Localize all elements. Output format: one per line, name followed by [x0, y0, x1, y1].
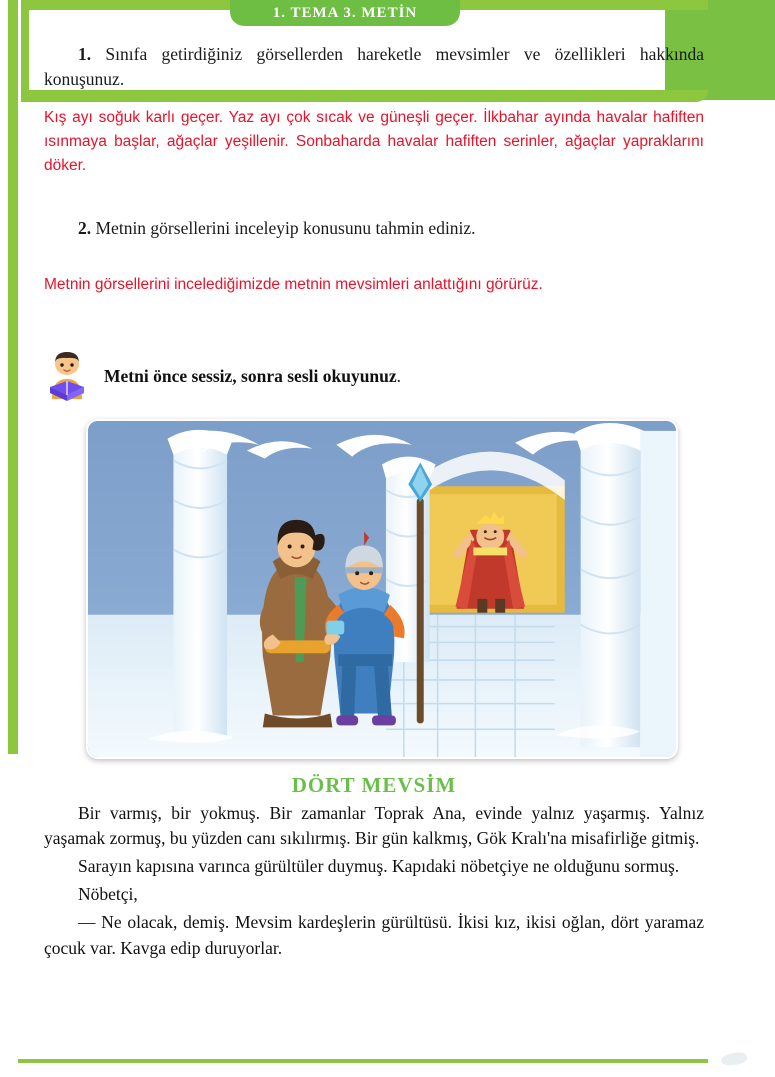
page-border-left-inner [18, 0, 21, 1077]
question-2 [44, 216, 704, 241]
story-paragraph: Sarayın kapısına varınca gürültüler duymuş. Kapıdaki nöbetçiye ne olduğunu sormuş. [78, 855, 680, 876]
story-paragraph: Bir varmış, bir yokmuş. Bir zamanlar Toprak Ana, evinde yalnız yaşarmış. Yalnız yaşamak zormuş, bu yüzden canı sıkılırmış. Bir gün kalkmış, Gök Kralı'na misafirliğe gitmiş. [44, 802, 704, 848]
ice-palace-illustration [86, 419, 678, 759]
reading-child-icon [44, 351, 90, 403]
answer-1: Kış ayı soğuk karlı geçer. Yaz ayı çok sıcak ve güneşli geçer. İlkbahar ayında havalar hafiften ısınmaya başlar, ağaçlar yeşillenir. Sonbaharda havalar hafiften serinler, ağaçlar yapraklarını döker. [44, 108, 704, 174]
read-instruction-bold: Metni önce sessiz, sonra sesli okuyunuz [104, 366, 397, 387]
question-1 [44, 42, 704, 92]
page-corner-curl [720, 1050, 748, 1067]
story-title: DÖRT MEVSİM [291, 772, 457, 797]
page-border-left-bar [8, 0, 18, 1077]
question-2-text: Metnin görsellerini inceleyip konusunu tahmin ediniz. [95, 217, 476, 238]
read-instruction-tail: . [396, 366, 402, 387]
content-area [44, 42, 704, 961]
page-border-bottom [18, 1059, 708, 1063]
question-1-number: 1. [78, 44, 92, 64]
question-2-number: 2. [78, 217, 92, 238]
story-paragraph: Nöbetçi, [78, 884, 138, 905]
answer-2: Metnin görsellerini incelediğimizde metnin mevsimleri anlattığını görürüz. [44, 275, 543, 293]
story-paragraph: — Ne olacak, demiş. Mevsim kardeşlerin gürültüsü. İkisi kız, ikisi oğlan, dört yaramaz çocuk var. Kavga edip duruyorlar. [44, 912, 704, 958]
story-body [44, 801, 704, 961]
unit-tab-label: 1. TEMA 3. METİN [230, 0, 460, 26]
question-1-text: Sınıfa getirdiğiniz görsellerden hareketle mevsimler ve özellikleri hakkında konuşunuz. [44, 44, 705, 89]
read-instruction-row [44, 351, 704, 403]
read-instruction-text [104, 366, 401, 387]
